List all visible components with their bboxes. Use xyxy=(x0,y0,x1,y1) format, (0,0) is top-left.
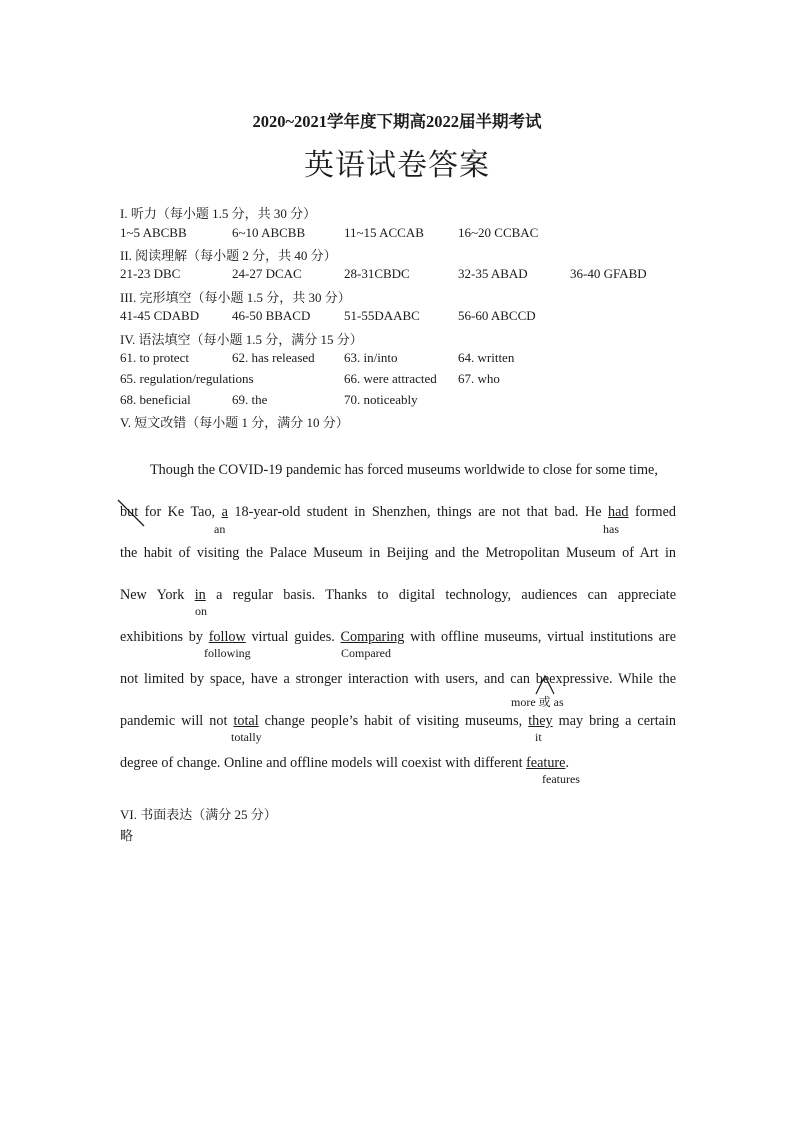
answer-item: 1~5 ABCBB xyxy=(120,225,187,240)
error-word: they xyxy=(528,713,553,729)
section-3-heading: III. 完形填空（每小题 1.5 分，共 30 分） xyxy=(120,290,351,305)
answer-key-title: 英语试卷答案 xyxy=(304,149,490,182)
exam-title: 2020~2021学年度下期高2022届半期考试 xyxy=(252,112,542,131)
correction-text: has xyxy=(603,522,619,536)
correction-text: on xyxy=(195,604,207,618)
passage-line: New York in a regular basis. Thanks to digital technology, audiences can appreciate xyxy=(120,587,676,603)
answer-item: 11~15 ACCAB xyxy=(344,225,424,240)
error-word: Comparing xyxy=(340,629,405,645)
section-1-heading: I. 听力（每小题 1.5 分，共 30 分） xyxy=(120,206,317,221)
correction-text: an xyxy=(214,522,226,536)
answer-item: 36-40 GFABD xyxy=(570,266,647,281)
answer-item: 70. noticeably xyxy=(344,392,418,407)
error-word: had xyxy=(608,504,629,520)
error-word: a xyxy=(221,504,228,520)
answer-item: 68. beneficial xyxy=(120,392,191,407)
passage-line: exhibitions by follow virtual guides. Comparing with offline museums, virtual institutions are xyxy=(120,629,677,645)
correction-text: features xyxy=(542,772,580,786)
answer-item: 63. in/into xyxy=(344,350,398,365)
passage-line: pandemic will not total change people’s habit of visiting museums, they may bring a certain xyxy=(120,713,677,729)
answer-item: 6~10 ABCBB xyxy=(232,225,306,240)
error-word: follow xyxy=(208,629,246,645)
answer-item: 62. has released xyxy=(232,350,315,365)
section-5-heading: V. 短文改错（每小题 1 分，满分 10 分） xyxy=(120,415,349,430)
answer-item: 66. were attracted xyxy=(344,371,437,386)
section-6-heading: VI. 书面表达（满分 25 分） xyxy=(120,807,277,822)
section-4-heading: IV. 语法填空（每小题 1.5 分，满分 15 分） xyxy=(120,332,363,347)
answer-item: 51-55DAABC xyxy=(344,308,420,323)
error-word: feature xyxy=(526,755,566,771)
answer-item: 24-27 DCAC xyxy=(232,266,302,281)
answer-item: 32-35 ABAD xyxy=(458,266,528,281)
answer-item: 64. written xyxy=(458,350,515,365)
passage-line: the habit of visiting the Palace Museum in Beijing and the Metropolitan Museum of Art in xyxy=(120,545,676,561)
deleted-word: but xyxy=(120,504,139,520)
answer-item: 56-60 ABCCD xyxy=(458,308,536,323)
answer-item: 46-50 BBACD xyxy=(232,308,311,323)
correction-text: Compared xyxy=(341,646,391,660)
deletion-slash-mark xyxy=(116,498,146,528)
section-6-note: 略 xyxy=(120,828,134,843)
correction-text: following xyxy=(204,646,251,660)
answer-item: 41-45 CDABD xyxy=(120,308,200,323)
answer-item: 16~20 CCBAC xyxy=(458,225,539,240)
error-word: in xyxy=(194,587,206,603)
section-2-heading: II. 阅读理解（每小题 2 分，共 40 分） xyxy=(120,248,337,263)
answer-item: 67. who xyxy=(458,371,500,386)
passage-line: not limited by space, have a stronger interaction with users, and can beexpressive. While the xyxy=(120,671,676,687)
answer-item: 69. the xyxy=(232,392,268,407)
answer-item: 28-31CBDC xyxy=(344,266,410,281)
correction-text: more 或 as xyxy=(511,695,564,709)
answer-item: 61. to protect xyxy=(120,350,189,365)
answer-item: 21-23 DBC xyxy=(120,266,181,281)
answer-item: 65. regulation/regulations xyxy=(120,371,254,386)
correction-text: it xyxy=(535,730,542,744)
passage-line: but for Ke Tao, a 18-year-old student in Shenzhen, things are not that bad. He had formed xyxy=(120,504,676,520)
error-word: total xyxy=(233,713,259,729)
correction-text: totally xyxy=(231,730,262,744)
passage-line: Though the COVID-19 pandemic has forced museums worldwide to close for some time, xyxy=(150,462,658,478)
passage-line: degree of change. Online and offline models will coexist with different feature. xyxy=(120,755,569,771)
